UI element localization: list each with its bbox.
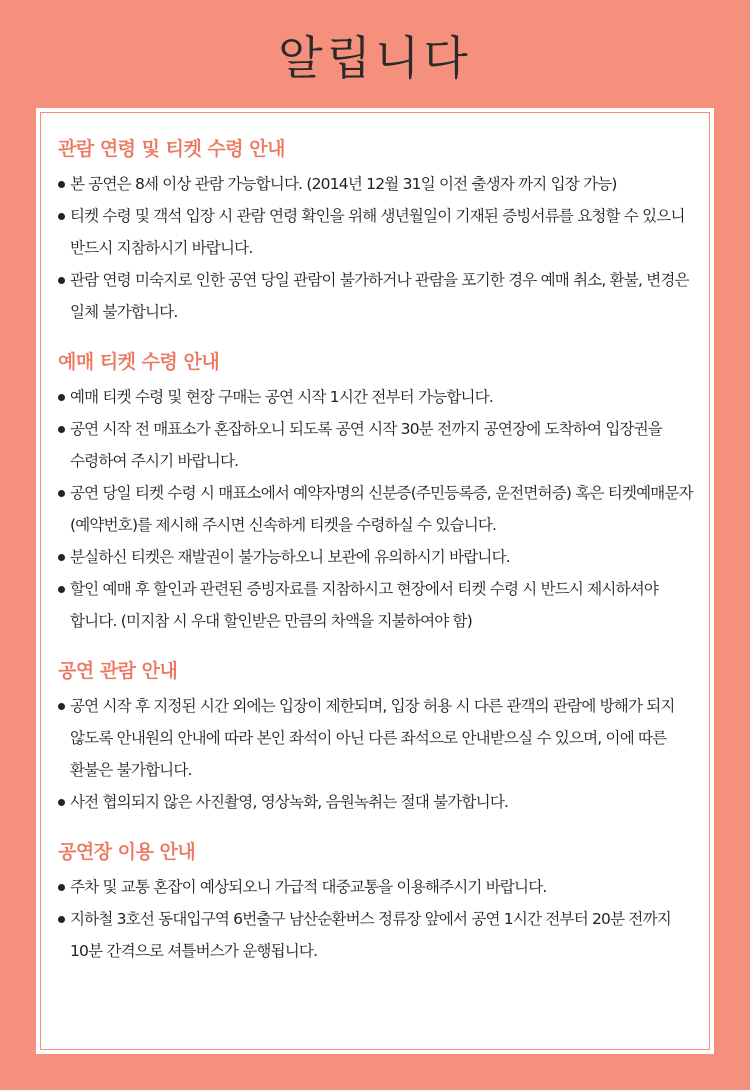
notice-text: 할인 예매 후 할인과 관련된 증빙자료를 지참하시고 현장에서 티켓 수령 시 반드시 제시하셔야 합니다. (미지참 시 우대 할인받은 만큼의 차액을 지불하여야 함) bbox=[70, 580, 659, 630]
page-title: 알립니다 bbox=[278, 31, 472, 85]
bullet-dot-icon bbox=[58, 181, 65, 188]
notice-item bbox=[58, 200, 698, 264]
notice-list bbox=[58, 168, 698, 328]
notice-text: 공연 당일 티켓 수령 시 매표소에서 예약자명의 신분증(주민등록증, 운전면허증) 혹은 티켓예매문자(예약번호)를 제시해 주시면 신속하게 티켓을 수령하실 수 있습니다. bbox=[70, 484, 693, 534]
bullet-dot-icon bbox=[58, 277, 65, 284]
section-venue bbox=[58, 839, 698, 967]
bullet-dot-icon bbox=[58, 213, 65, 220]
section-age-and-ticket bbox=[58, 136, 698, 328]
section-ticket-pickup bbox=[58, 349, 698, 637]
notice-list bbox=[58, 690, 698, 818]
notice-item bbox=[58, 264, 698, 328]
bullet-dot-icon bbox=[58, 394, 65, 401]
notice-item bbox=[58, 786, 698, 818]
section-title: 공연 관람 안내 bbox=[58, 660, 178, 682]
section-title: 예매 티켓 수령 안내 bbox=[58, 351, 220, 373]
notice-list bbox=[58, 871, 698, 967]
notice-item bbox=[58, 413, 698, 477]
notice-content bbox=[58, 136, 698, 988]
notice-item bbox=[58, 573, 698, 637]
bullet-dot-icon bbox=[58, 799, 65, 806]
notice-text: 지하철 3호선 동대입구역 6번출구 남산순환버스 정류장 앞에서 공연 1시간 전부터 20분 전까지 10분 간격으로 셔틀버스가 운행됩니다. bbox=[70, 910, 671, 960]
notice-item bbox=[58, 871, 698, 903]
section-title: 관람 연령 및 티켓 수령 안내 bbox=[58, 138, 285, 160]
notice-text: 티켓 수령 및 객석 입장 시 관람 연령 확인을 위해 생년월일이 기재된 증빙서류를 요청할 수 있으니 반드시 지참하시기 바랍니다. bbox=[70, 207, 685, 257]
bullet-dot-icon bbox=[58, 884, 65, 891]
notice-text: 관람 연령 미숙지로 인한 공연 당일 관람이 불가하거나 관람을 포기한 경우 예매 취소, 환불, 변경은 일체 불가합니다. bbox=[70, 271, 689, 321]
notice-item bbox=[58, 541, 698, 573]
notice-list bbox=[58, 381, 698, 637]
section-viewing bbox=[58, 658, 698, 818]
notice-item bbox=[58, 168, 698, 200]
notice-text: 예매 티켓 수령 및 현장 구매는 공연 시작 1시간 전부터 가능합니다. bbox=[70, 388, 493, 406]
bullet-dot-icon bbox=[58, 916, 65, 923]
notice-text: 분실하신 티켓은 재발권이 불가능하오니 보관에 유의하시기 바랍니다. bbox=[70, 548, 510, 566]
notice-item bbox=[58, 381, 698, 413]
notice-text: 공연 시작 후 지정된 시간 외에는 입장이 제한되며, 입장 허용 시 다른 관객의 관람에 방해가 되지 않도록 안내원의 안내에 따라 본인 좌석이 아닌 다른 좌석으로 안내받으실 수 있으며, 이에 따른 환불은 불가합니다. bbox=[70, 697, 675, 779]
bullet-dot-icon bbox=[58, 554, 65, 561]
bullet-dot-icon bbox=[58, 586, 65, 593]
section-title: 공연장 이용 안내 bbox=[58, 841, 196, 863]
notice-text: 공연 시작 전 매표소가 혼잡하오니 되도록 공연 시작 30분 전까지 공연장에 도착하여 입장권을 수령하여 주시기 바랍니다. bbox=[70, 420, 663, 470]
notice-item bbox=[58, 690, 698, 786]
bullet-dot-icon bbox=[58, 490, 65, 497]
notice-text: 주차 및 교통 혼잡이 예상되오니 가급적 대중교통을 이용해주시기 바랍니다. bbox=[70, 878, 547, 896]
notice-text: 본 공연은 8세 이상 관람 가능합니다. (2014년 12월 31일 이전 출생자 까지 입장 가능) bbox=[70, 175, 617, 193]
notice-item bbox=[58, 477, 698, 541]
bullet-dot-icon bbox=[58, 703, 65, 710]
bullet-dot-icon bbox=[58, 426, 65, 433]
notice-item bbox=[58, 903, 698, 967]
notice-card bbox=[36, 108, 714, 1054]
notice-text: 사전 협의되지 않은 사진촬영, 영상녹화, 음원녹취는 절대 불가합니다. bbox=[70, 793, 509, 811]
